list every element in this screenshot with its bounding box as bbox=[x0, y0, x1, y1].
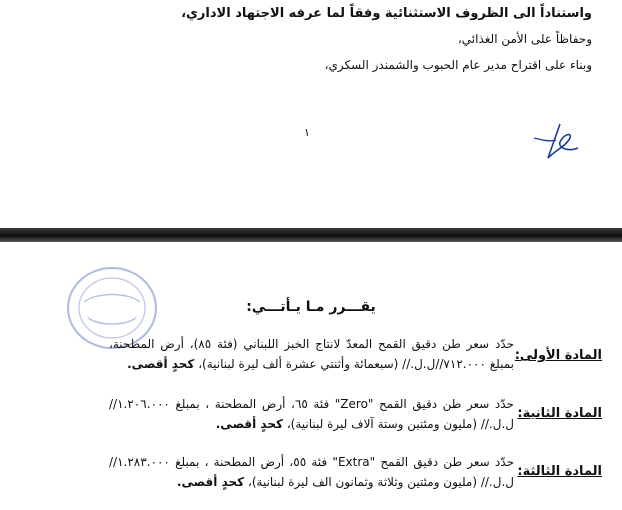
header-line-3: وبناء على اقتراح مدير عام الحبوب والشمندر السكري، bbox=[324, 58, 592, 72]
header-line-2: وحفاظاً على الأمن الغذائي، bbox=[457, 32, 592, 46]
article-1-text: حدّد سعر طن دقيق القمح المعدّ لانتاج الخبز اللبناني (فئة ٨٥)، أرض المطحنة، بمبلغ ٧١٢.٠٠٠//ل.ل.// (سبعمائة وأثنتي عشرة ألف ليرة لبنانية)، كحدٍ أقصى. bbox=[109, 337, 515, 371]
signature-icon bbox=[530, 118, 582, 162]
article-2-label: المادة الثانية: bbox=[517, 406, 602, 421]
decision-heading: يقـــرر مـا يـأتـــي: bbox=[246, 299, 376, 315]
page-number: ١ bbox=[304, 126, 310, 139]
page-divider bbox=[0, 228, 622, 242]
article-3-text: حدّد سعر طن دقيق القمح "Extra" فئة ٥٥، أرض المطحنة ، بمبلغ ١.٢٨٣.٠٠٠//ل.ل.// (مليون ومئتين وثلاثة وثمانون الف ليرة لبنانية)، كحدٍ أقصى. bbox=[109, 455, 514, 489]
article-2-text: حدّد سعر طن دقيق القمح "Zero" فئة ٦٥، أرض المطحنة ، بمبلغ ١.٢٠٦.٠٠٠//ل.ل.// (مليون ومئتين وستة آلاف ليرة لبنانية)، كحدٍ أقصى. bbox=[109, 397, 514, 431]
header-line-1: واستناداً الى الظروف الاستثنائية وفقاً لما عرفه الاجتهاد الاداري، bbox=[181, 6, 592, 21]
upper-page bbox=[0, 0, 622, 228]
article-3-label: المادة الثالثة: bbox=[517, 464, 602, 479]
lower-page bbox=[0, 242, 622, 510]
article-1-label: المادة الأولى: bbox=[514, 348, 602, 363]
